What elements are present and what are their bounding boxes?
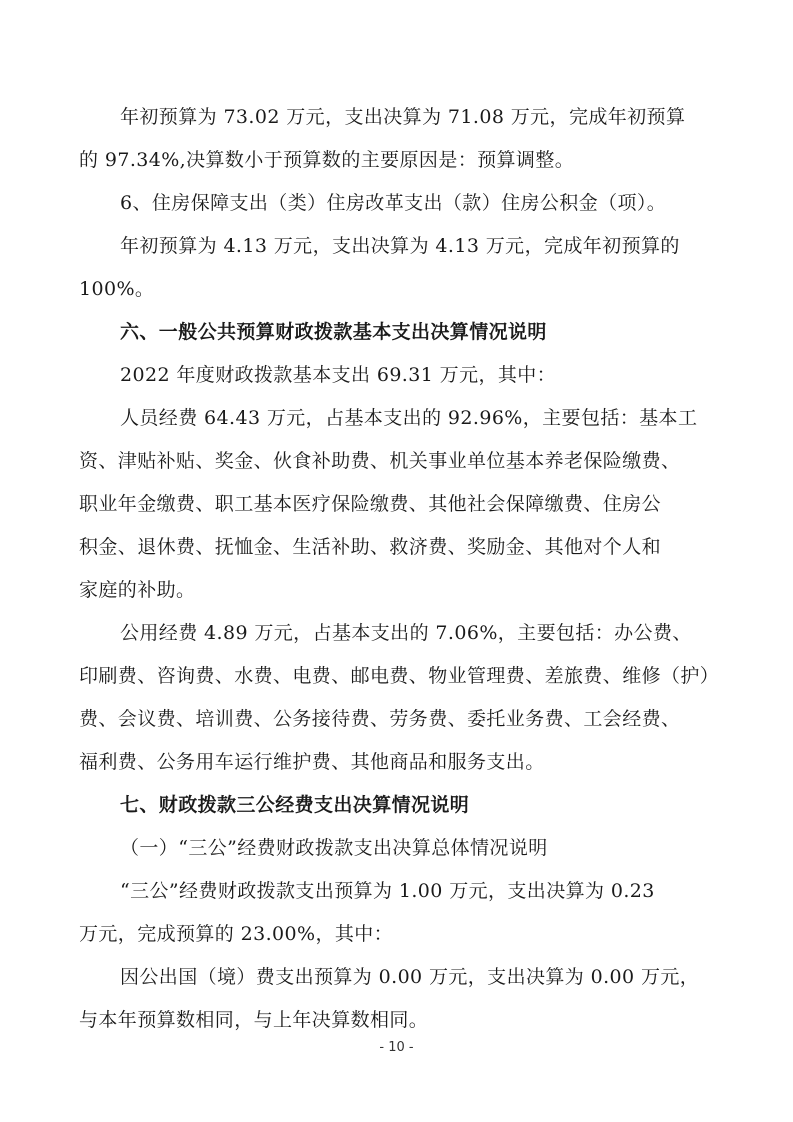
paragraph-line: 万元，完成预算的 23.00%，其中： — [79, 923, 394, 945]
section-heading: 七、财政拨款三公经费支出决算情况说明 — [120, 794, 470, 816]
paragraph-line: 2022 年度财政拨款基本支出 69.31 万元，其中： — [120, 364, 557, 386]
section-heading: 六、一般公共预算财政拨款基本支出决算情况说明 — [120, 321, 547, 343]
paragraph-line: 资、津贴补贴、奖金、伙食补助费、机关事业单位基本养老保险缴费、 — [79, 450, 681, 472]
paragraph-line: 福利费、公务用车运行维护费、其他商品和服务支出。 — [79, 751, 545, 773]
paragraph-line: 积金、退休费、抚恤金、生活补助、救济费、奖励金、其他对个人和 — [79, 536, 662, 558]
paragraph-line: “三公”经费财政拨款支出预算为 1.00 万元，支出决算为 0.23 — [120, 880, 655, 902]
paragraph-line: 6、住房保障支出（类）住房改革支出（款）住房公积金（项）。 — [120, 192, 667, 214]
subsection-heading: （一）“三公”经费财政拨款支出决算总体情况说明 — [120, 837, 548, 859]
paragraph-line: 费、会议费、培训费、公务接待费、劳务费、委托业务费、工会经费、 — [79, 708, 681, 730]
page-number: - 10 - — [379, 1040, 414, 1055]
paragraph-line: 年初预算为 73.02 万元，支出决算为 71.08 万元，完成年初预算 — [120, 106, 686, 128]
paragraph-line: 因公出国（境）费支出预算为 0.00 万元，支出决算为 0.00 万元， — [120, 966, 700, 988]
paragraph-line: 人员经费 64.43 万元，占基本支出的 92.96%，主要包括：基本工 — [120, 407, 698, 429]
paragraph-line: 家庭的补助。 — [79, 579, 196, 601]
paragraph-line: 与本年预算数相同，与上年决算数相同。 — [79, 1009, 429, 1031]
paragraph-line: 公用经费 4.89 万元，占基本支出的 7.06%，主要包括：办公费、 — [120, 622, 692, 644]
paragraph-line: 印刷费、咨询费、水费、电费、邮电费、物业管理费、差旅费、维修（护） — [79, 665, 720, 687]
paragraph-line: 职业年金缴费、职工基本医疗保险缴费、其他社会保障缴费、住房公 — [79, 493, 662, 515]
paragraph-line: 的 97.34%,决算数小于预算数的主要原因是：预算调整。 — [79, 149, 575, 171]
paragraph-line: 年初预算为 4.13 万元，支出决算为 4.13 万元，完成年初预算的 — [120, 235, 680, 257]
paragraph-line: 100%。 — [79, 278, 155, 300]
